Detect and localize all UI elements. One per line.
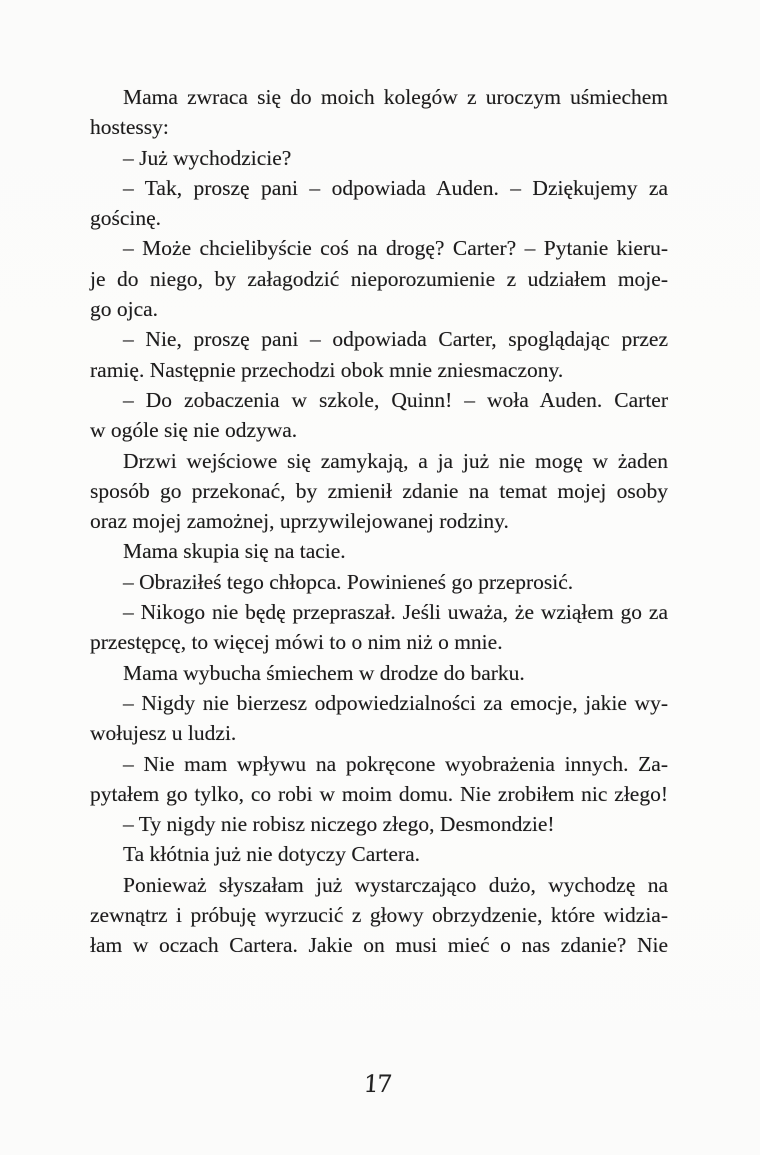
text-line: Drzwi wejściowe się zamykają, a ja już nie mogę w żaden [123, 448, 668, 473]
text-line: Ponieważ słyszałam już wystarczająco dużo, wychodzę na [123, 872, 668, 897]
text-line: Mama wybucha śmiechem w drodze do barku. [123, 660, 525, 685]
page-number: 17 [362, 1070, 392, 1098]
text-line: – Nikogo nie będę przepraszał. Jeśli uważa, że wziąłem go za [123, 600, 668, 625]
text-line: ramię. Następnie przechodzi obok mnie zniesmaczony. [90, 357, 564, 382]
text-line: – Nie mam wpływu na pokręcone wyobrażenia innych. Za- [123, 751, 668, 776]
text-line: Mama skupia się na tacie. [123, 539, 346, 564]
text-line: – Nigdy nie bierzesz odpowiedzialności za emocje, jakie wy- [123, 690, 668, 715]
text-line: go ojca. [90, 297, 159, 322]
text-line: hostessy: [90, 115, 169, 140]
text-line: w ogóle się nie odzywa. [90, 418, 298, 443]
text-line: je do niego, by załagodzić nieporozumienie z udziałem moje- [90, 266, 668, 291]
text-line: łam w oczach Cartera. Jakie on musi mieć o nas zdanie? Nie [90, 933, 668, 958]
text-line: pytałem go tylko, co robi w moim domu. Nie zrobiłem nic złego! [90, 781, 668, 806]
text-line: Mama zwraca się do moich kolegów z uroczym uśmiechem [123, 85, 668, 109]
text-line: – Obraziłeś tego chłopca. Powinieneś go przeprosić. [123, 569, 574, 594]
text-line: oraz mojej zamożnej, uprzywilejowanej rodziny. [90, 509, 509, 534]
text-line: – Do zobaczenia w szkole, Quinn! – woła Auden. Carter [123, 387, 668, 412]
text-line: sposób go przekonać, by zmienił zdanie na temat mojej osoby [90, 478, 668, 503]
text-line: zewnątrz i próbuję wyrzucić z głowy obrzydzenie, które widzia- [90, 903, 668, 928]
text-line: przestępcę, to więcej mówi to o nim niż o mnie. [90, 630, 503, 655]
text-line: – Może chcielibyście coś na drogę? Carter? – Pytanie kieru- [123, 236, 668, 261]
text-line: wołujesz u ludzi. [90, 721, 237, 746]
text-line: – Ty nigdy nie robisz niczego złego, Desmondzie! [123, 812, 555, 837]
text-line: – Nie, proszę pani – odpowiada Carter, spoglądając przez [123, 327, 668, 352]
text-line: – Już wychodzicie? [123, 145, 292, 170]
text-block [90, 82, 668, 961]
text-line: – Tak, proszę pani – odpowiada Auden. – Dziękujemy za [123, 175, 668, 200]
text-line: Ta kłótnia już nie dotyczy Cartera. [123, 842, 420, 867]
text-line: gościnę. [90, 206, 162, 231]
